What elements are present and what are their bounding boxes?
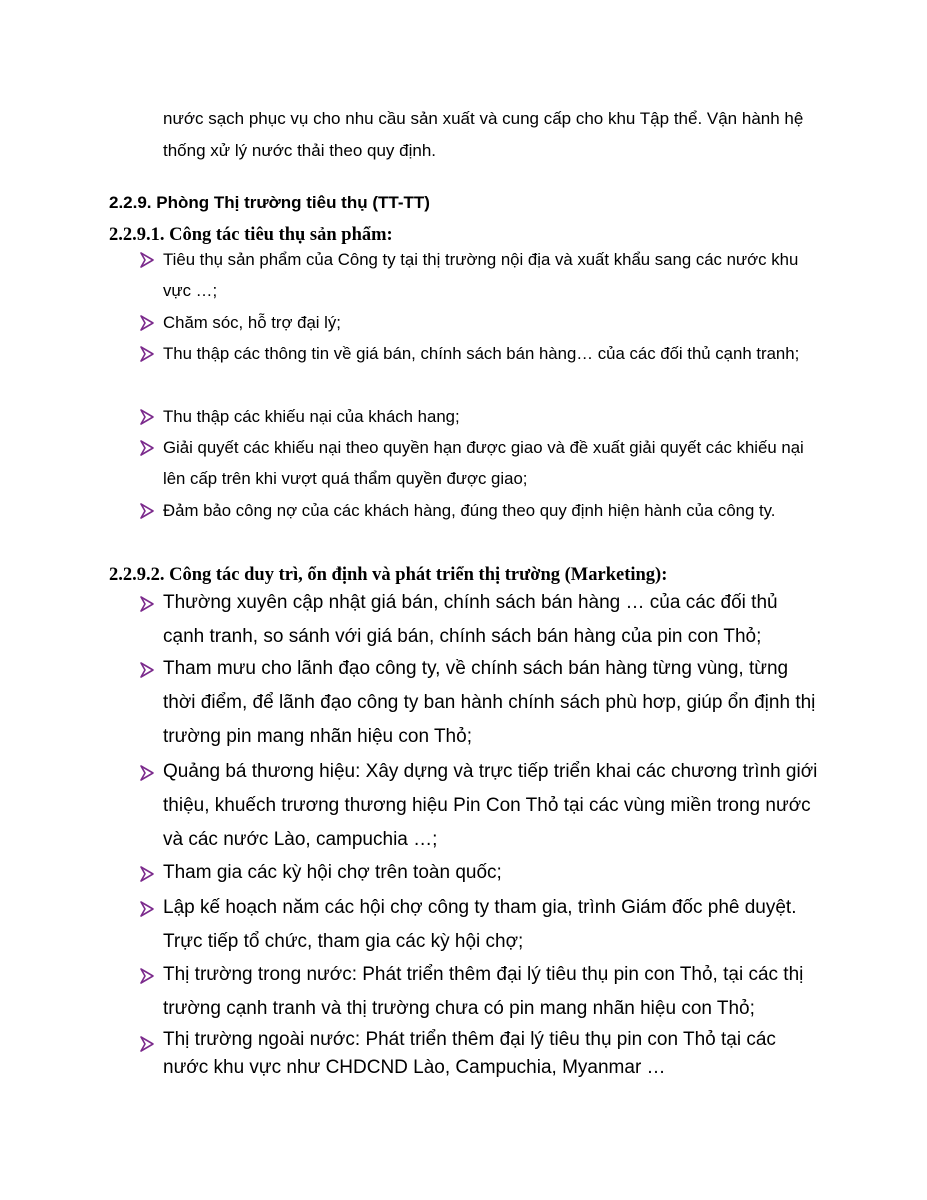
section-heading: 2.2.9. Phòng Thị trường tiêu thụ (TT-TT) [109, 193, 430, 212]
list-item-text: Thu thập các khiếu nại của khách hang; [163, 407, 460, 426]
list-item-text: Quảng bá thương hiệu: Xây dựng và trực tiếp triển khai các chương trình giới thiệu, khuếch trương thương hiệu Pin Con Thỏ tại các vùng miền trong nước và các nước Lào, campuchia …; [163, 761, 818, 850]
list-item [139, 401, 823, 432]
list-item [139, 244, 823, 306]
list-item [139, 1026, 823, 1082]
arrowhead-bullet-icon [139, 967, 155, 985]
list-item [139, 338, 823, 369]
arrowhead-bullet-icon [139, 661, 155, 679]
subsection-2-heading: 2.2.9.2. Công tác duy trì, ổn định và phát triển thị trường (Marketing): [109, 565, 668, 585]
list-item [139, 891, 823, 959]
list-item-text: Thị trường trong nước: Phát triển thêm đại lý tiêu thụ pin con Thỏ, tại các thị trường cạnh tranh và thị trường chưa có pin mang nhãn hiệu con Thỏ; [163, 964, 804, 1019]
list-item-text: Tham mưu cho lãnh đạo công ty, về chính sách bán hàng từng vùng, từng thời điểm, để lãnh đạo công ty ban hành chính sách phù hơp, giúp ổn định thị trường pin mang nhãn hiệu con Thỏ; [163, 658, 816, 747]
arrowhead-bullet-icon [139, 900, 155, 918]
list-item [139, 495, 823, 526]
arrowhead-bullet-icon [139, 439, 155, 457]
arrowhead-bullet-icon [139, 314, 155, 332]
list-item [139, 432, 823, 494]
list-item [139, 652, 823, 754]
list-item-text: Chăm sóc, hỗ trợ đại lý; [163, 313, 341, 332]
subsection-1-heading: 2.2.9.1. Công tác tiêu thụ sản phẩm: [109, 225, 393, 245]
arrowhead-bullet-icon [139, 764, 155, 782]
list-item-text: Giải quyết các khiếu nại theo quyền hạn được giao và đề xuất giải quyết các khiếu nại lên cấp trên khi vượt quá thẩm quyền được giao; [163, 438, 804, 488]
list-item [139, 755, 823, 857]
arrowhead-bullet-icon [139, 502, 155, 520]
list-item [139, 307, 823, 338]
arrowhead-bullet-icon [139, 251, 155, 269]
arrowhead-bullet-icon [139, 1035, 155, 1053]
list-item-text: Lập kế hoạch năm các hội chợ công ty tham gia, trình Giám đốc phê duyệt. Trực tiếp tổ chức, tham gia các kỳ hội chợ; [163, 897, 797, 952]
list-item-text: Đảm bảo công nợ của các khách hàng, đúng theo quy định hiện hành của công ty. [163, 501, 776, 520]
list-item-text: Thu thập các thông tin về giá bán, chính sách bán hàng… của các đối thủ cạnh tranh; [163, 344, 800, 363]
intro-paragraph: nước sạch phục vụ cho nhu cầu sản xuất và cung cấp cho khu Tập thể. Vận hành hệ thống xử lý nước thải theo quy định. [163, 109, 804, 160]
list-item-text: Thường xuyên cập nhật giá bán, chính sách bán hàng … của các đối thủ cạnh tranh, so sánh với giá bán, chính sách bán hàng của pin con Thỏ; [163, 592, 778, 647]
arrowhead-bullet-icon [139, 865, 155, 883]
list-item-text: Tham gia các kỳ hội chợ trên toàn quốc; [163, 862, 502, 883]
list-item [139, 586, 823, 654]
arrowhead-bullet-icon [139, 595, 155, 613]
arrowhead-bullet-icon [139, 408, 155, 426]
list-item [139, 856, 823, 890]
list-item [139, 958, 823, 1026]
arrowhead-bullet-icon [139, 345, 155, 363]
list-item-text: Thị trường ngoài nước: Phát triển thêm đại lý tiêu thụ pin con Thỏ tại các nước khu vực như CHDCND Lào, Campuchia, Myanmar … [163, 1029, 776, 1078]
list-item-text: Tiêu thụ sản phẩm của Công ty tại thị trường nội địa và xuất khẩu sang các nước khu vực …; [163, 250, 799, 300]
